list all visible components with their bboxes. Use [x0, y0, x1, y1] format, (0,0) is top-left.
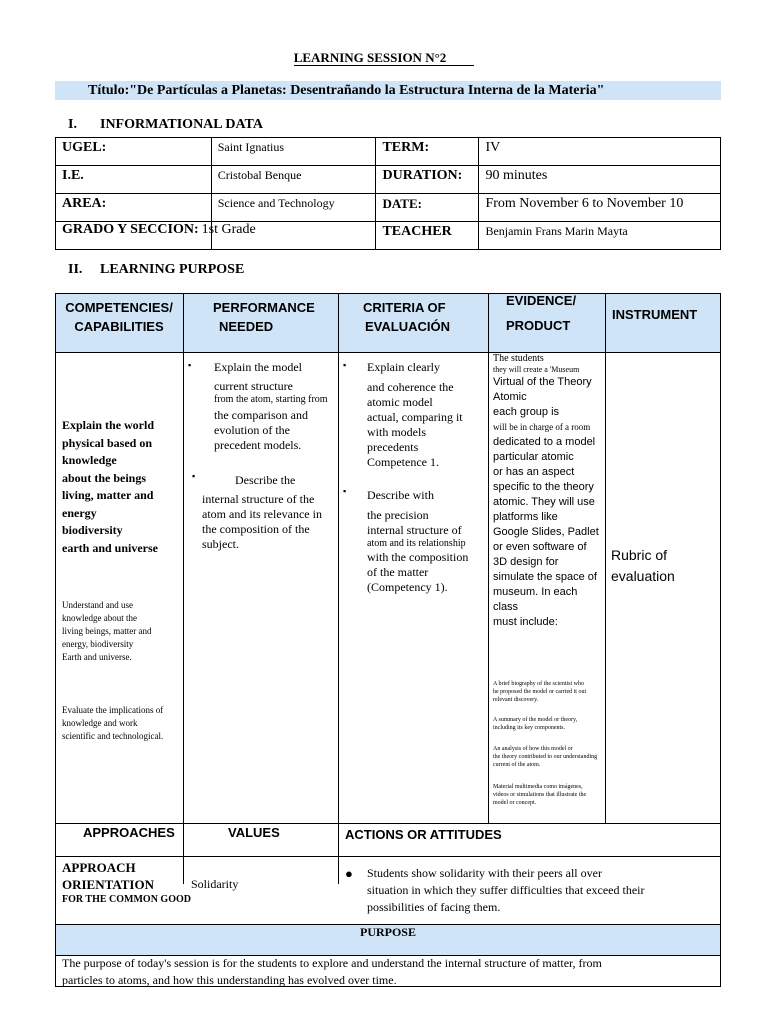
bullet-icon: ▪ — [343, 486, 347, 496]
actions-header: ACTIONS OR ATTITUDES — [345, 827, 502, 842]
grado-cell — [56, 222, 376, 250]
duration-value: 90 minutes — [479, 166, 721, 194]
capability-evaluate: Evaluate the implications of knowledge and work scientific and technological. — [62, 705, 164, 741]
criteria-2: Describe with the precision internal structure of atom and its relationship with the composition of the matter (Competency 1). — [367, 488, 469, 594]
table-row — [56, 194, 721, 222]
date-value: From November 6 to November 10 — [479, 194, 721, 222]
evidence-item-biography: A brief biography of the scientist who he proposed the model or carried it out relevant discovery. — [493, 681, 587, 703]
evidence-item-analysis: An analysis of how this model or the theory contributed to our understanding current of the atom. — [493, 746, 598, 768]
session-topic-title: Título:"De Partículas a Planetas: Desentrañando la Estructura Interna de la Materia" — [55, 81, 721, 100]
header-evidence: EVIDENCE/ PRODUCT — [506, 293, 577, 333]
approach-name: APPROACH ORIENTATION FOR THE COMMON GOOD — [62, 860, 191, 905]
evidence-description: The students they will create a 'Museum Virtual of the Theory Atomic each group is will be in charge of a room dedicated to a model particular atomic or has an aspect specific to the theory atomic. They will use platforms like Google Slides, Padlet or even software of 3D design for simulate the space of museum. In each class must include: — [493, 353, 599, 628]
evidence-item-summary: A summary of the model or theory, including its key components. — [493, 717, 578, 731]
table-row — [56, 222, 721, 250]
date-label: DATE: — [376, 194, 479, 222]
section-informational-data: I. INFORMATIONAL DATA — [68, 117, 263, 132]
teacher-label: TEACHER — [376, 222, 479, 250]
bullet-icon: ● — [345, 866, 353, 881]
action-description: Students show solidarity with their peers all over situation in which they suffer difficulties that exceed their possibilities of facing them. — [367, 866, 645, 914]
ie-label: I.E. — [56, 166, 212, 194]
evidence-item-multimedia: Material multimedia como imágenes, videos or simulations that illustrate the model or concept. — [493, 784, 587, 806]
instrument-rubric: Rubric of evaluation — [611, 547, 675, 584]
informational-data-table — [55, 137, 721, 250]
term-value: IV — [479, 138, 721, 166]
teacher-value: Benjamin Frans Marin Mayta — [479, 222, 721, 250]
ie-value: Cristobal Benque — [211, 166, 376, 194]
bullet-icon: ▪ — [343, 360, 347, 370]
grado-label: GRADO Y SECCION: — [62, 222, 199, 237]
grado-value: 1st Grade — [201, 222, 256, 237]
ugel-value: Saint Ignatius — [211, 138, 376, 166]
header-competencies: COMPETENCIES/ CAPABILITIES — [65, 300, 173, 334]
ugel-label: UGEL: — [56, 138, 212, 166]
purpose-text: The purpose of today's session is for the students to explore and understand the internal structure of matter, from particles to atoms, and how this understanding has evolved over time. — [62, 956, 602, 987]
approaches-header: APPROACHES — [83, 825, 175, 840]
bullet-icon: ▪ — [192, 471, 196, 481]
duration-label: DURATION: — [376, 166, 479, 194]
values-header: VALUES — [228, 825, 280, 840]
term-label: TERM: — [376, 138, 479, 166]
table-row — [56, 138, 721, 166]
header-performance: PERFORMANCE NEEDED — [213, 300, 315, 334]
bullet-icon: ▪ — [188, 360, 192, 370]
purpose-header: PURPOSE — [359, 925, 416, 939]
value-solidarity: Solidarity — [191, 877, 239, 891]
area-value: Science and Technology — [211, 194, 376, 222]
header-criteria: CRITERIA OF EVALUACIÓN — [363, 300, 450, 334]
capability-understand: Understand and use knowledge about the living beings, matter and energy, biodiversity Earth and universe. — [62, 600, 152, 662]
competency-main: Explain the world physical based on knowledge about the beings living, matter and energy biodiversity earth and universe — [62, 418, 158, 555]
section-learning-purpose: II. LEARNING PURPOSE — [68, 262, 245, 277]
table-row — [56, 166, 721, 194]
performance-1: Explain the model current structure from the atom, starting from the comparison and evolution of the precedent models. — [214, 360, 328, 452]
learning-purpose-table — [55, 293, 721, 987]
criteria-1: Explain clearly and coherence the atomic model actual, comparing it with models precedents Competence 1. — [367, 360, 463, 469]
session-title: LEARNING SESSION N°2 — [0, 50, 768, 66]
area-label: AREA: — [56, 194, 212, 222]
performance-2: Describe the internal structure of the atom and its relevance in the composition of the subject. — [202, 473, 322, 551]
header-instrument: INSTRUMENT — [612, 307, 698, 322]
